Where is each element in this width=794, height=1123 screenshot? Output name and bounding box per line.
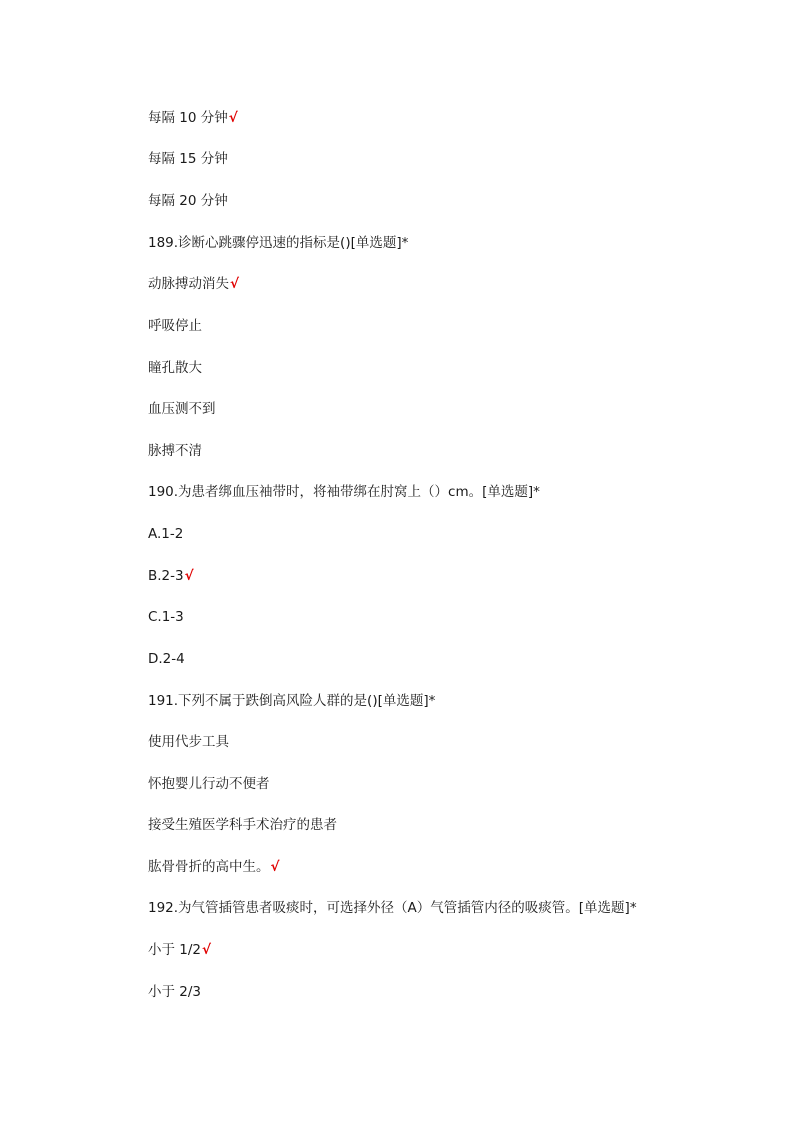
option-line [148, 814, 337, 836]
correct-check-icon: √ [230, 276, 240, 292]
option-text: 小于 1/2 [148, 942, 202, 958]
option-text: 脉搏不清 [148, 443, 202, 459]
option-line [148, 107, 238, 129]
option-text: B.2-3 [148, 568, 184, 584]
option-text: 肱骨骨折的高中生。 [148, 859, 270, 875]
option-text: 使用代步工具 [148, 734, 229, 750]
option-text: 怀抱婴儿行动不便者 [148, 776, 270, 792]
option-line [148, 190, 228, 212]
option-text: 动脉搏动消失 [148, 276, 229, 292]
option-line [148, 440, 202, 462]
option-line [148, 315, 202, 337]
option-line [148, 148, 228, 170]
option-line [148, 606, 184, 628]
option-text: 每隔 10 分钟 [148, 110, 228, 126]
option-line [148, 939, 211, 961]
option-text: 血压测不到 [148, 401, 216, 417]
option-line [148, 981, 201, 1003]
option-text: 呼吸停止 [148, 318, 202, 334]
option-text: 接受生殖医学科手术治疗的患者 [148, 817, 337, 833]
question-line [148, 897, 637, 919]
correct-check-icon: √ [202, 942, 212, 958]
question-text: 190.为患者绑血压袖带时，将袖带绑在肘窝上（）cm。[单选题]* [148, 484, 540, 500]
option-line [148, 731, 229, 753]
question-text: 192.为气管插管患者吸痰时，可选择外径（A）气管插管内径的吸痰管。[单选题]* [148, 900, 637, 916]
correct-check-icon: √ [228, 110, 238, 126]
option-text: C.1-3 [148, 609, 184, 625]
question-line [148, 232, 408, 254]
question-text: 191.下列不属于跌倒高风险人群的是()[单选题]* [148, 693, 436, 709]
correct-check-icon: √ [270, 859, 280, 875]
option-line [148, 398, 216, 420]
option-line [148, 565, 194, 587]
question-line [148, 481, 540, 503]
question-text: 189.诊断心跳骤停迅速的指标是()[单选题]* [148, 235, 409, 251]
option-text: 瞳孔散大 [148, 360, 202, 376]
option-text: 小于 2/3 [148, 984, 202, 1000]
option-text: D.2-4 [148, 651, 185, 667]
option-line [148, 357, 202, 379]
question-line [148, 690, 435, 712]
option-line [148, 648, 185, 670]
option-line [148, 856, 280, 878]
option-text: A.1-2 [148, 526, 184, 542]
option-text: 每隔 15 分钟 [148, 151, 228, 167]
correct-check-icon: √ [184, 568, 194, 584]
option-line [148, 523, 183, 545]
option-line [148, 773, 270, 795]
option-line [148, 273, 239, 295]
option-text: 每隔 20 分钟 [148, 193, 228, 209]
